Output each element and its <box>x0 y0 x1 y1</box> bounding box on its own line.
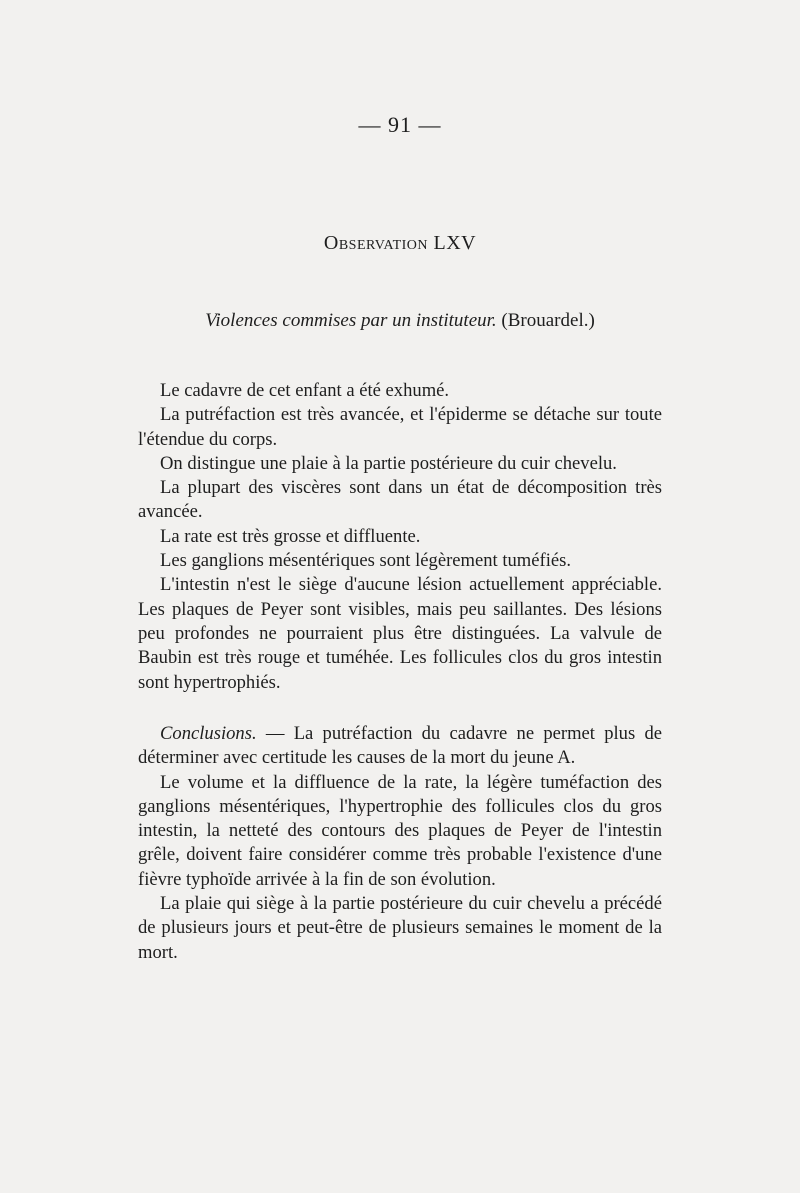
paragraph: Les ganglions mésentériques sont légèrement tuméfiés. <box>160 550 572 572</box>
paragraph: La plaie qui siège à la partie postérieure du cuir chevelu a précédé de plusieurs jours et peut-être de plusieurs semaines le moment de la mort. <box>138 893 662 963</box>
subtitle-author: (Brouardel.) <box>496 310 595 331</box>
conclusions-body: — La putréfaction du cadavre ne permet plus de déterminer avec certitude les causes de la mort du jeune A. <box>138 723 662 769</box>
subtitle-italic: Violences commises par un instituteur. <box>205 310 497 331</box>
paragraph: La rate est très grosse et diffluente. <box>160 525 421 547</box>
paragraph: Le cadavre de cet enfant a été exhumé. <box>160 380 450 401</box>
observation-subtitle <box>0 310 800 332</box>
findings-text <box>138 379 662 695</box>
paragraph: La plupart des viscères sont dans un état de décomposition très avancée. <box>138 477 662 523</box>
conclusions-label: Conclusions. <box>160 723 257 744</box>
conclusions-text <box>138 722 662 965</box>
paragraph: La putréfaction est très avancée, et l'épiderme se détache sur toute l'étendue du corps. <box>138 404 662 450</box>
paragraph: On distingue une plaie à la partie postérieure du cuir chevelu. <box>160 452 617 474</box>
observation-title: Observation LXV <box>323 232 477 254</box>
page-number: — 91 — <box>358 112 442 137</box>
paragraph: Le volume et la diffluence de la rate, la légère tuméfaction des ganglions mésentériques, l'hypertrophie des follicules clos du gros intestin, la netteté des contours des plaques de Peyer de l'intestin grêle, doivent faire considérer comme très probable l'existence d'une fièvre typhoïde arrivée à la fin de son évolution. <box>138 771 662 890</box>
paragraph: L'intestin n'est le siège d'aucune lésion actuellement appréciable. Les plaques de Peyer sont visibles, mais peu saillantes. Des lésions peu profondes ne pourraient plus être distinguées. La valvule de Baubin est très rouge et tuméhée. Les follicules clos du gros intestin sont hypertrophiés. <box>138 574 662 693</box>
conclusions-paragraph <box>138 722 662 771</box>
